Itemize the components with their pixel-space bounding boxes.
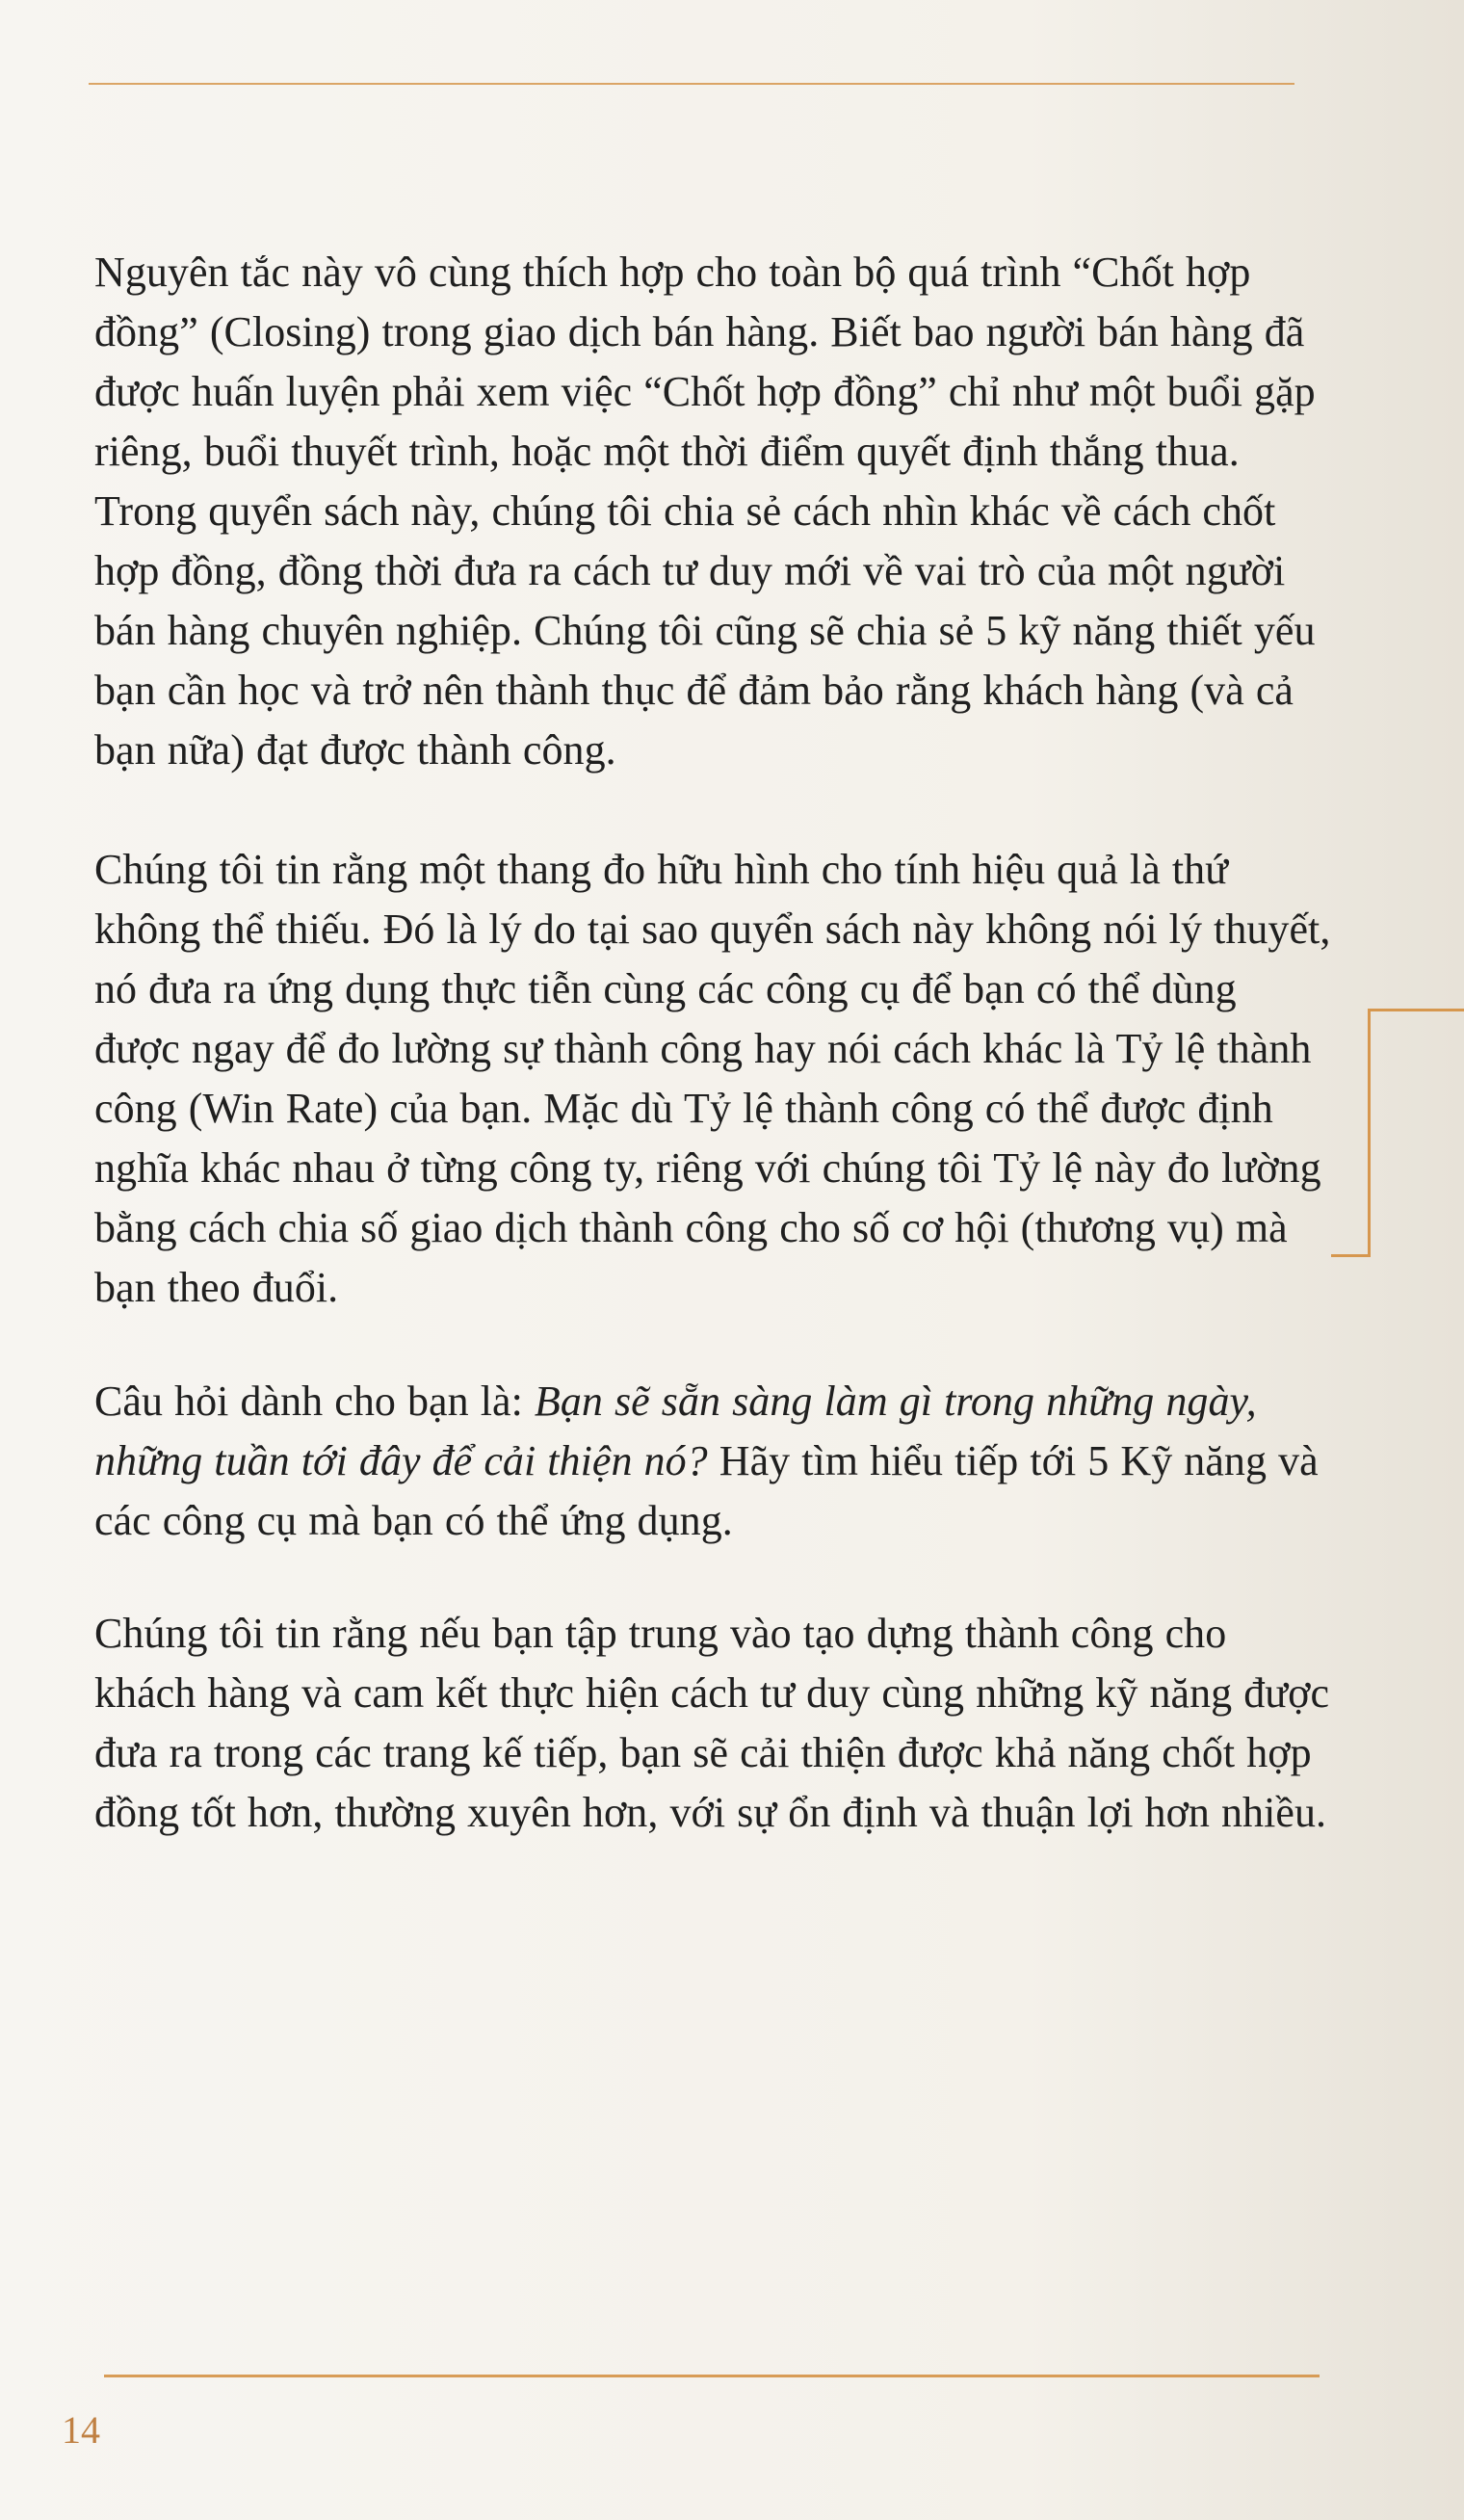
bracket-side-line — [1368, 1009, 1371, 1257]
question-lead-text: Câu hỏi dành cho bạn là: — [94, 1378, 535, 1425]
bottom-rule — [104, 2375, 1320, 2377]
question-tail-text: Hãy tìm hiểu tiếp tới 5 Kỹ năng và các công cụ mà bạn có thể ứng dụng. — [94, 1437, 1319, 1544]
page-content — [94, 243, 1332, 1903]
top-rule — [89, 83, 1294, 85]
bracket-top-line — [1368, 1009, 1464, 1011]
paragraph-question — [94, 1372, 1332, 1551]
page-number: 14 — [62, 2408, 100, 2452]
paragraph-conclusion: Chúng tôi tin rằng nếu bạn tập trung vào tạo dựng thành công cho khách hàng và cam kết thực hiện cách tư duy cùng những kỹ năng được đưa ra trong các trang kế tiếp, bạn sẽ cải thiện được khả năng chốt hợp đồng tốt hơn, thường xuyên hơn, với sự ổn định và thuận lợi hơn nhiều. — [94, 1610, 1330, 1836]
paragraph-closing-principle: Nguyên tắc này vô cùng thích hợp cho toàn bộ quá trình “Chốt hợp đồng” (Closing) trong giao dịch bán hàng. Biết bao người bán hàng đã được huấn luyện phải xem việc “Chốt hợp đồng” chỉ như một buổi gặp riêng, buổi thuyết trình, hoặc một thời điểm quyết định thắng thua. Trong quyển sách này, chúng tôi chia sẻ cách nhìn khác về cách chốt hợp đồng, đồng thời đưa ra cách tư duy mới về vai trò của một người bán hàng chuyên nghiệp. Chúng tôi cũng sẽ chia sẻ 5 kỹ năng thiết yếu bạn cần học và trở nên thành thục để đảm bảo rằng khách hàng (và cả bạn nữa) đạt được thành công. — [94, 249, 1316, 774]
margin-bracket — [1368, 1009, 1464, 1257]
bracket-bottom-line — [1331, 1254, 1371, 1257]
question-italic-text: Bạn sẽ sẵn sàng làm gì trong những ngày, những tuần tới đây để cải thiện nó? — [94, 1378, 1257, 1484]
paragraph-win-rate: Chúng tôi tin rằng một thang đo hữu hình cho tính hiệu quả là thứ không thể thiếu. Đó là lý do tại sao quyển sách này không nói lý thuyết, nó đưa ra ứng dụng thực tiễn cùng các công cụ để bạn có thể dùng được ngay để đo lường sự thành công hay nói cách khác là Tỷ lệ thành công (Win Rate) của bạn. Mặc dù Tỷ lệ thành công có thể được định nghĩa khác nhau ở từng công ty, riêng với chúng tôi Tỷ lệ này đo lường bằng cách chia số giao dịch thành công cho số cơ hội (thương vụ) mà bạn theo đuổi. — [94, 846, 1331, 1311]
